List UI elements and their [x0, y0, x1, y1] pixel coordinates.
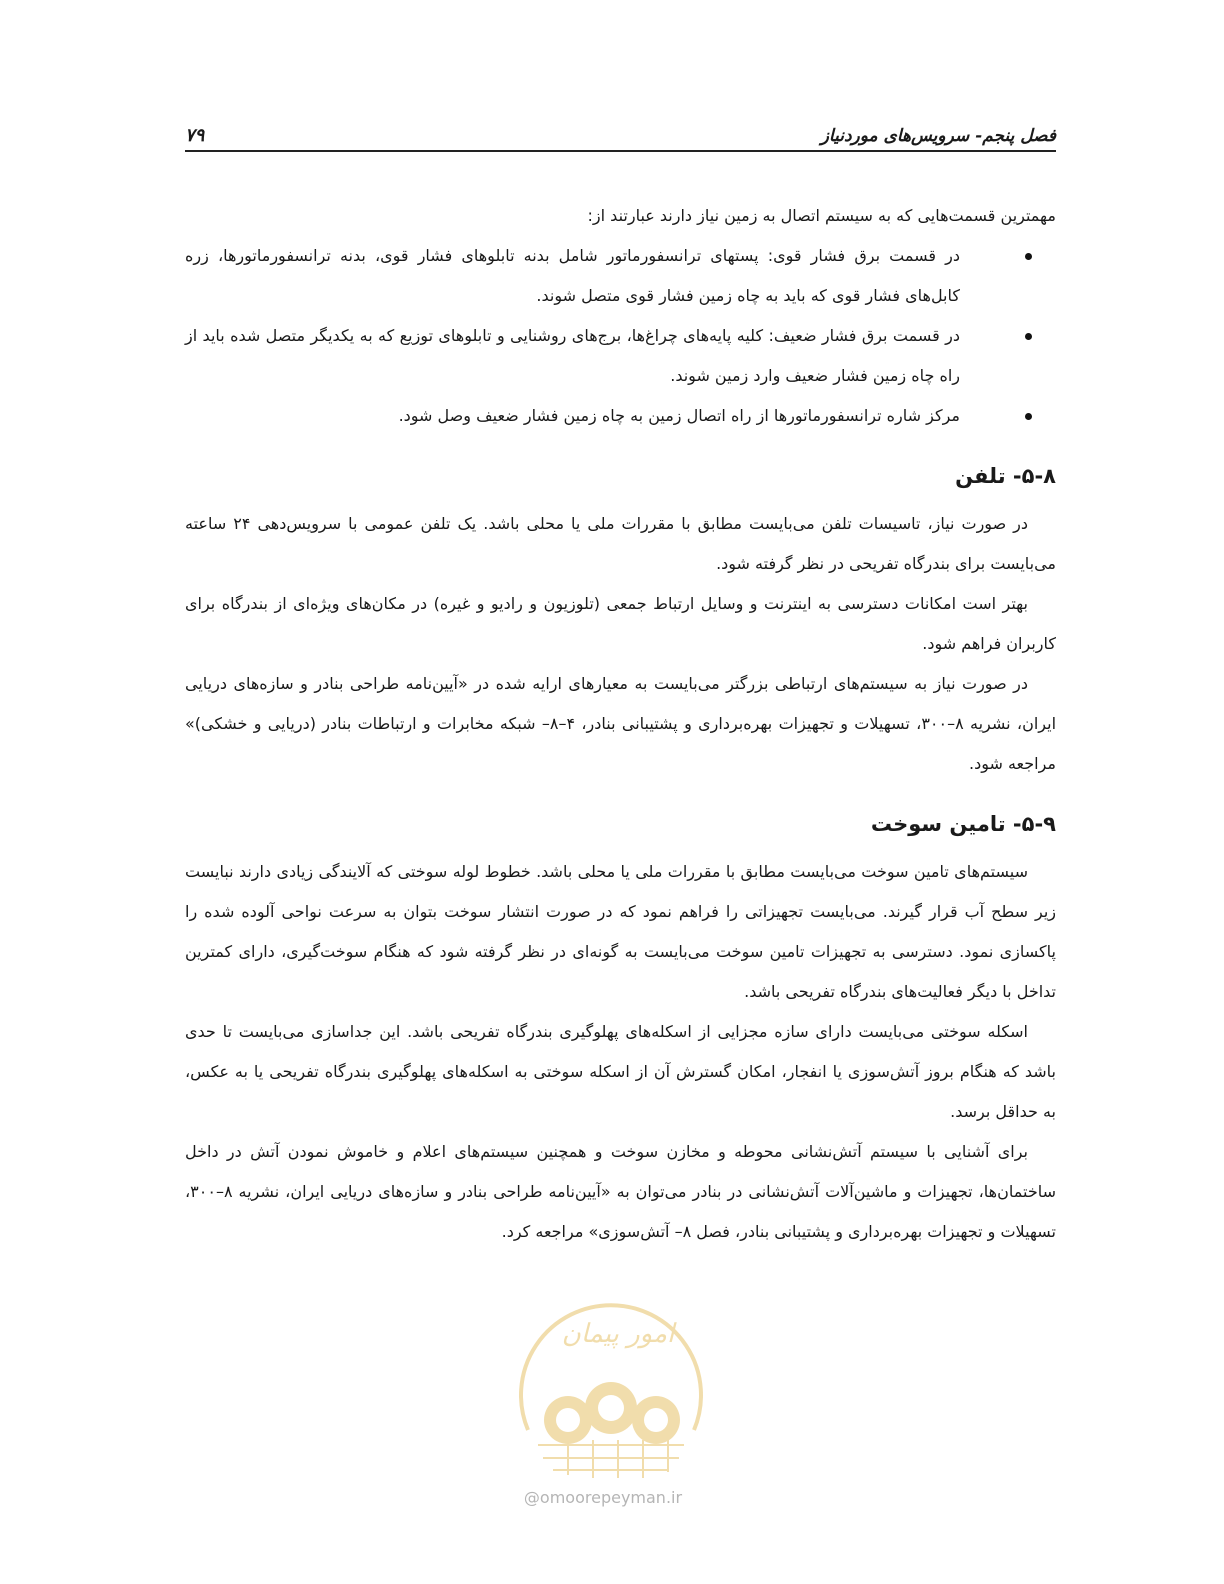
- watermark-logo: [498, 1280, 724, 1480]
- paragraph: سیستم‌های تامین سوخت می‌بایست مطابق با مقررات ملی یا محلی باشد. خطوط لوله سوختی که آلایندگی زیادی دارند نبایست زیر سطح آب قرار گیرند. می‌بایست تجهیزاتی را فراهم نمود که در صورت انتشار سوخت بتوان به سرعت نواحی آلوده شده را پاکسازی نمود. دسترسی به تجهیزات تامین سوخت می‌بایست به گونه‌ای در نظر گرفته شود که هنگام سوخت‌گیری، دارای کمترین تداخل با دیگر فعالیت‌های بندرگاه تفریحی باشد.: [185, 862, 1056, 1001]
- intro-paragraph: مهمترین قسمت‌هایی که به سیستم اتصال به زمین نیاز دارند عبارتند از:: [587, 206, 1056, 225]
- section-heading-telephone: ۵-۸- تلفن: [955, 464, 1056, 488]
- list-item: [185, 236, 960, 316]
- watermark-logo-text: امور پیمان: [561, 1319, 675, 1349]
- bullet-icon: [1025, 333, 1032, 340]
- paragraph: در صورت نیاز، تاسیسات تلفن می‌بایست مطابق با مقررات ملی یا محلی باشد. یک تلفن عمومی با سرویس‌دهی ۲۴ ساعته می‌بایست برای بندرگاه تفریحی در نظر گرفته شود.: [185, 514, 1056, 573]
- list-item-text: مرکز شاره ترانسفورماتورها از راه اتصال زمین به چاه زمین فشار ضعیف وصل شود.: [398, 406, 960, 425]
- paragraph: اسکله سوختی می‌بایست دارای سازه مجزایی از اسکله‌های پهلوگیری بندرگاه تفریحی باشد. این جداسازی می‌بایست تا حدی باشد که هنگام بروز آتش‌سوزی یا انفجار، امکان گسترش آن از اسکله سوختی به اسکله‌های پهلوگیری بندرگاه تفریحی یا به عکس، به حداقل برسد.: [185, 1022, 1056, 1121]
- watermark-url: @omoorepeyman.ir: [523, 1488, 683, 1507]
- grounding-list: [185, 236, 1056, 436]
- paragraph: بهتر است امکانات دسترسی به اینترنت و وسایل ارتباط جمعی (تلوزیون و رادیو و غیره) در مکان‌های ویژه‌ای از بندرگاه برای کاربران فراهم شود.: [185, 594, 1056, 653]
- list-item-text: در قسمت برق فشار قوی: پستهای ترانسفورماتور شامل بدنه تابلوهای فشار قوی، بدنه ترانسفورماتورها، زره کابل‌های فشار قوی که باید به چاه زمین فشار قوی متصل شوند.: [185, 246, 960, 305]
- chapter-title: فصل پنجم- سرویس‌های موردنیاز: [820, 126, 1056, 146]
- page-header: [185, 112, 1056, 152]
- list-item: [185, 316, 960, 396]
- bullet-icon: [1025, 253, 1032, 260]
- page-body: [185, 196, 1056, 1252]
- section-heading-fuel-supply: ۵-۹- تامین سوخت: [870, 812, 1056, 836]
- bullet-icon: [1025, 413, 1032, 420]
- page-number: ۷۹: [185, 125, 205, 146]
- paragraph: برای آشنایی با سیستم آتش‌نشانی محوطه و مخازن سوخت و همچنین سیستم‌های اعلام و خاموش نمودن آتش در داخل ساختمان‌ها، تجهیزات و ماشین‌آلات آتش‌نشانی در بنادر می‌توان به «آیین‌نامه طراحی بنادر و سازه‌های دریایی ایران، نشریه ۸–۳۰۰، تسهیلات و تجهیزات بهره‌برداری و پشتیبانی بنادر، فصل ۸– آتش‌سوزی» مراجعه کرد.: [185, 1142, 1056, 1241]
- list-item-text: در قسمت برق فشار ضعیف: کلیه پایه‌های چراغ‌ها، برج‌های روشنایی و تابلوهای توزیع که به یکدیگر متصل شده باید از راه چاه زمین فشار ضعیف وارد زمین شوند.: [185, 326, 960, 385]
- paragraph: در صورت نیاز به سیستم‌های ارتباطی بزرگتر می‌بایست به معیارهای ارایه شده در «آیین‌نامه طراحی بنادر و سازه‌های دریایی ایران، نشریه ۸–۳۰۰، تسهیلات و تجهیزات بهره‌برداری و پشتیبانی بنادر، ۴–۸– شبکه مخابرات و ارتباطات بنادر (دریایی و خشکی)» مراجعه شود.: [185, 674, 1057, 773]
- list-item: [185, 396, 960, 436]
